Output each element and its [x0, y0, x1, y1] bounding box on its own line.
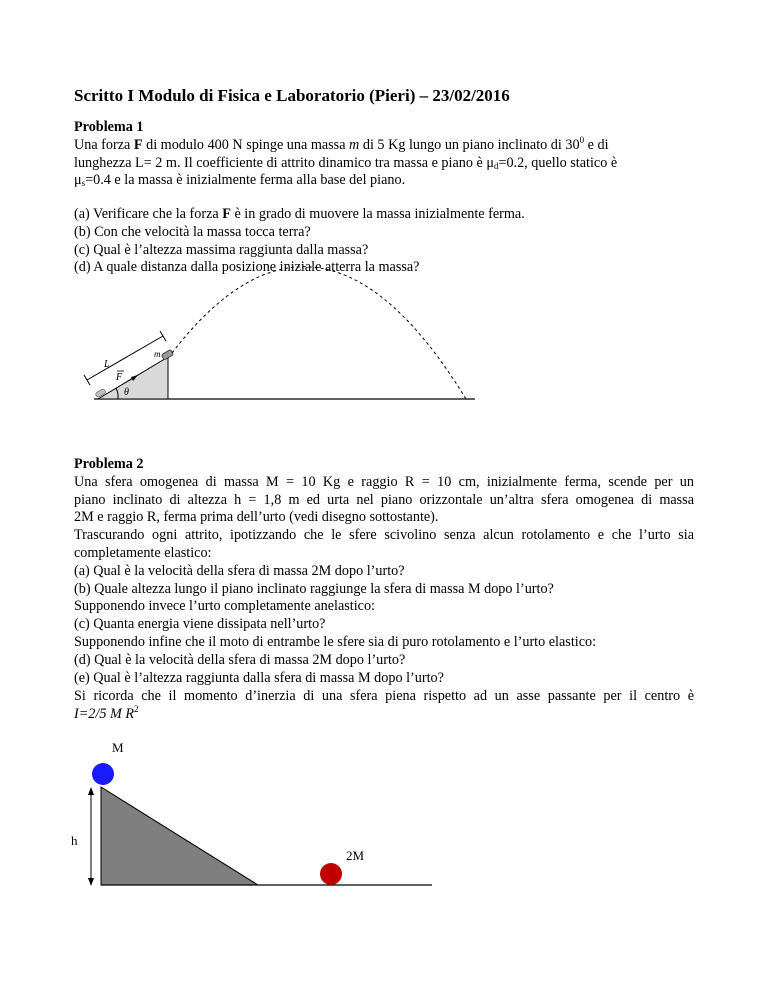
problem2-p1-line1: Una sfera omogenea di massa M = 10 Kg e raggio R = 10 cm, inizialmente ferma, scende per un — [74, 473, 694, 490]
problem1-question-a: (a) Verificare che la forza F è in grado di muovere la massa inizialmente ferma. — [74, 206, 525, 222]
incline-triangle — [101, 787, 258, 885]
problem2-heading: Problema 2 — [74, 456, 144, 472]
problem2-question-b: (b) Quale altezza lungo il piano inclinato raggiunge la sfera di massa M dopo l’urto? — [74, 580, 554, 597]
label-M: M — [112, 740, 124, 755]
problem2-note-line1: Si ricorda che il momento d’inerzia di una sfera piena rispetto ad un asse passante per il centro è — [74, 688, 694, 704]
problem2-question-a: (a) Qual è la velocità della sfera di massa 2M dopo l’urto? — [74, 562, 405, 579]
problem1-heading: Problema 1 — [74, 119, 144, 135]
problem2-statement-inelastic: Supponendo invece l’urto completamente anelastico: — [74, 598, 375, 615]
problem1-intro-line2: lunghezza L= 2 m. Il coefficiente di attrito dinamico tra massa e piano è $\mu_d=0.2$, quello statico è — [74, 154, 618, 171]
label-m: m — [154, 349, 161, 359]
problem1-question-d: (d) A quale distanza dalla posizione iniziale atterra la massa? — [74, 259, 420, 276]
label-2M: 2M — [346, 848, 365, 863]
label-L: L — [104, 359, 110, 370]
problem1-question-c: (c) Qual è l’altezza massima raggiunta dalla massa? — [74, 241, 369, 258]
ball-2M — [320, 863, 342, 885]
problem2-p2-line1: Trascurando ogni attrito, ipotizzando che le sfere scivolino senza alcun rotolamento e che l’urto sia — [74, 527, 694, 544]
problem2-question-c: (c) Quanta energia viene dissipata nell’urto? — [74, 616, 326, 633]
problem2-statement-rolling: Supponendo infine che il moto di entrambe le sfere sia di puro rotolamento e l’urto elastico: — [74, 633, 597, 650]
page-title: Scritto I Modulo di Fisica e Laboratorio (Pieri) – 23/02/2016 — [74, 86, 510, 105]
problem2-note-line2: I=2/5 M $R^2$ — [74, 703, 139, 722]
problem2-question-e: (e) Qual è l’altezza raggiunta dalla sfera di massa M dopo l’urto? — [74, 669, 444, 686]
problem2-p2-line2: completamente elastico: — [74, 544, 212, 561]
problem1-question-b: (b) Con che velocità la massa tocca terra? — [74, 223, 311, 240]
problem2-p1-line3: 2M e raggio R, ferma prima dell’urto (vedi disegno sottostante). — [74, 509, 439, 526]
label-F: F — [116, 372, 123, 383]
problem1-intro-line3: $\mu_s=0.4$ e la massa è inizialmente ferma alla base del piano. — [74, 172, 406, 189]
problem2-question-d: (d) Qual è la velocità della sfera di massa 2M dopo l’urto? — [74, 651, 406, 668]
height-arrowhead-bottom — [88, 878, 94, 886]
problem1-intro-line1: Una forza F di modulo 400 N spinge una massa m di 5 Kg lungo un piano inclinato di $30^0$ e di — [74, 134, 609, 153]
height-arrowhead-top — [88, 787, 94, 795]
problem2-p1-line2: piano inclinato di altezza h = 1,8 m ed urta nel piano orizzontale un’altra sfera omogenea di massa — [74, 491, 694, 508]
label-h: h — [71, 833, 78, 848]
ball-M — [92, 763, 114, 785]
label-theta: θ — [124, 387, 129, 398]
